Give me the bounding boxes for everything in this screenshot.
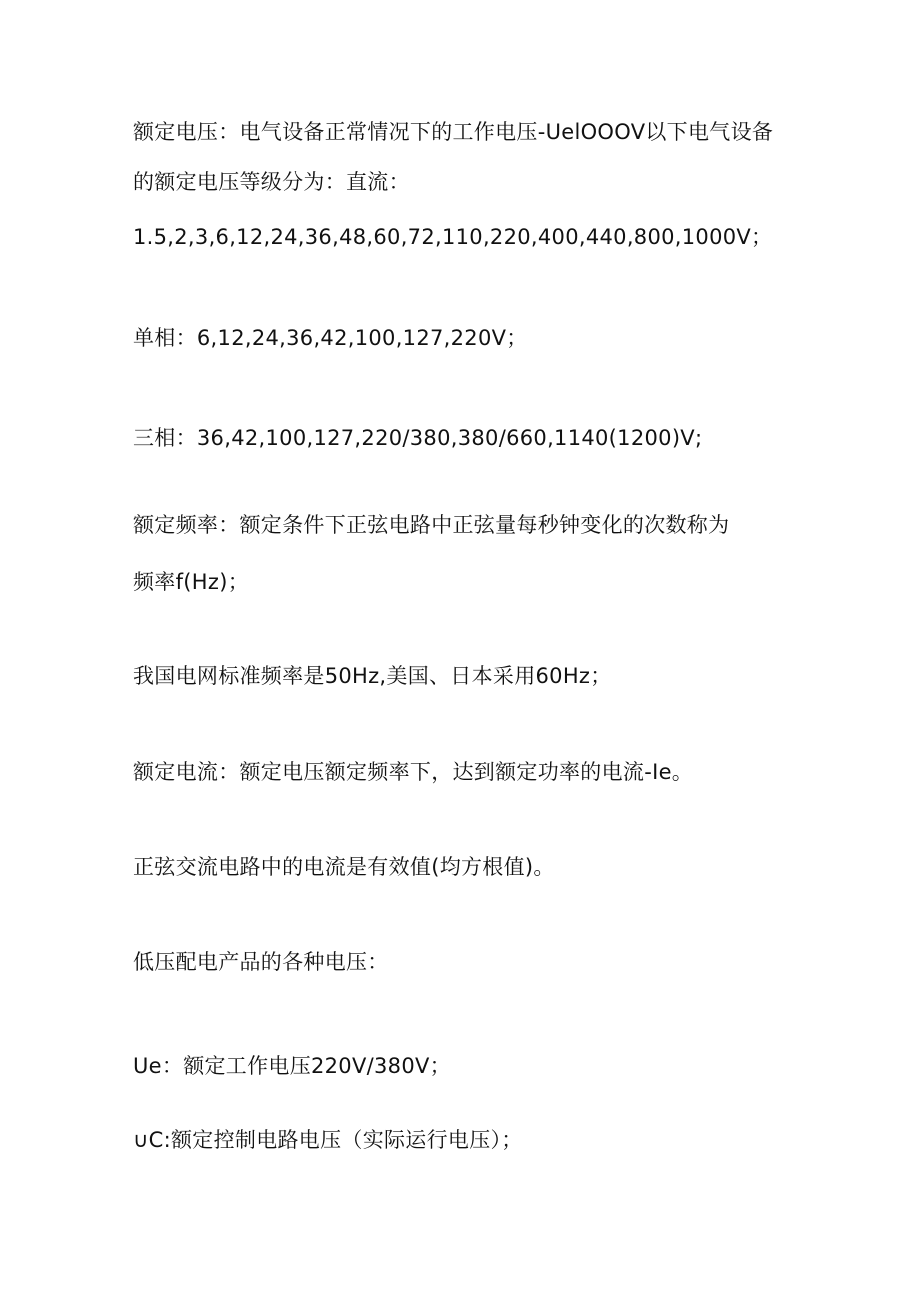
ue-rated-working-voltage: Ue：额定工作电压220V/380V； [133, 1054, 451, 1078]
grid-frequency-standard: 我国电网标准频率是50Hz,美国、日本采用60Hz； [133, 664, 612, 688]
rated-voltage-definition-line-2: 的额定电压等级分为：直流： [133, 170, 410, 194]
rated-frequency-definition-line-2: 频率f(Hz)； [133, 570, 249, 594]
rated-current-definition: 额定电流：额定电压额定频率下，达到额定功率的电流-Ie。 [133, 760, 694, 784]
rated-frequency-definition-line-1: 额定频率：额定条件下正弦电路中正弦量每秒钟变化的次数称为 [133, 513, 730, 537]
uc-rated-control-voltage: ∪C:额定控制电路电压（实际运行电压）； [133, 1128, 523, 1152]
rated-voltage-definition-line-1: 额定电压：电气设备正常情况下的工作电压-UelOOOV以下电气设备 [133, 120, 774, 144]
three-phase-voltage-levels: 三相：36,42,100,127,220/380,380/660,1140(1200)V; [133, 426, 703, 450]
low-voltage-products-heading: 低压配电产品的各种电压： [133, 950, 389, 974]
ac-current-rms-note: 正弦交流电路中的电流是有效值(均方根值)。 [133, 855, 555, 879]
single-phase-voltage-levels: 单相：6,12,24,36,42,100,127,220V； [133, 326, 528, 350]
dc-voltage-levels: 1.5,2,3,6,12,24,36,48,60,72,110,220,400,440,800,1000V； [133, 225, 773, 249]
